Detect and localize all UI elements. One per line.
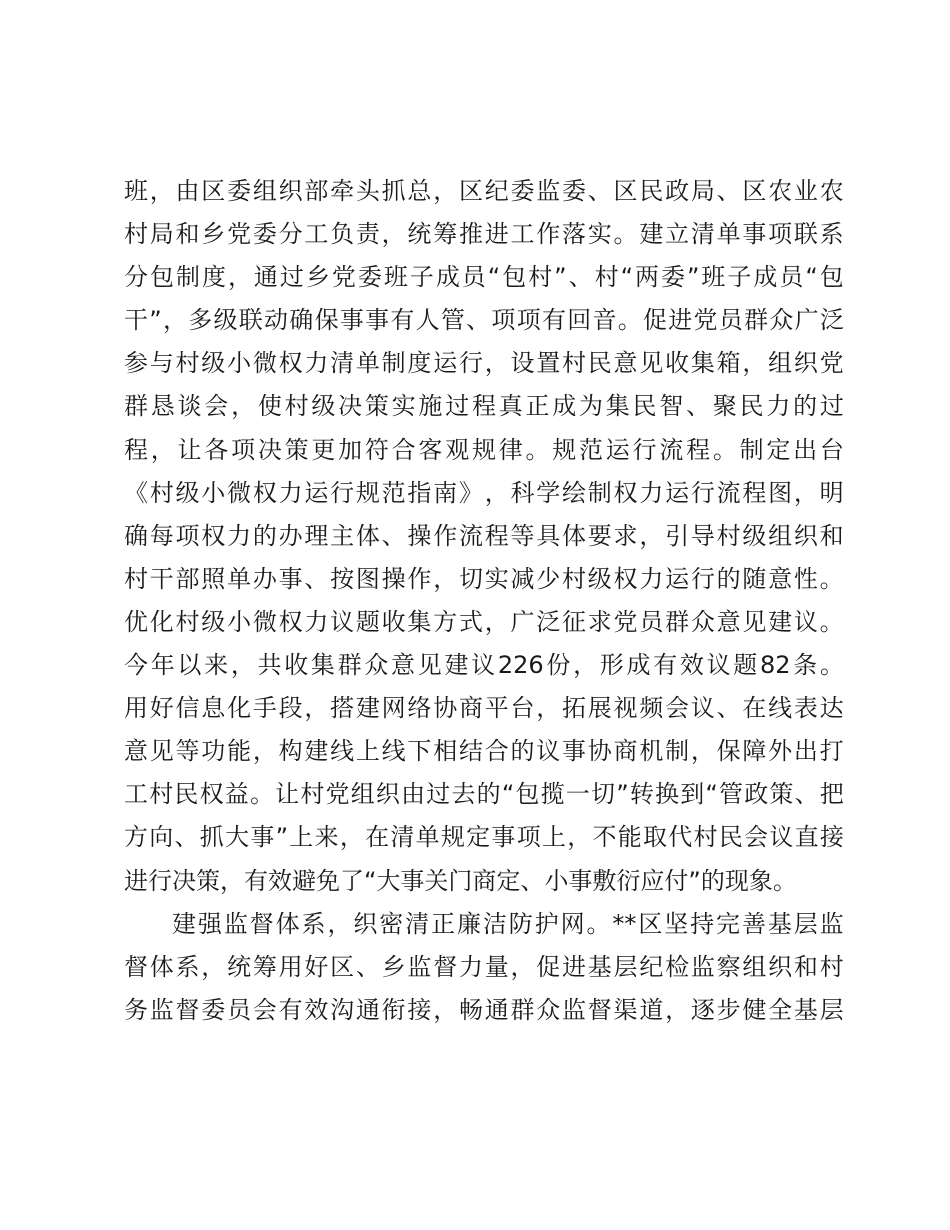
text-line: 村 干 部 照 单 办 事 、 按 图 操 作 ， 切 实 减 少 村 级 权 力 运 行 的 随 意 性 。 [124, 564, 844, 593]
text-line: 班 ， 由 区 委 组 织 部 牵 头 抓 总 ， 区 纪 委 监 委 、 区 民 政 局 、 区 农 业 农 [124, 177, 844, 205]
text-line: 建 强 监 督 体 系 ， 织 密 清 正 廉 洁 防 护 网 。 ** 区 坚 持 完 善 基 层 监 [172, 909, 844, 938]
text-line: 《 村 级 小 微 权 力 运 行 规 范 指 南 》 ， 科 学 绘 制 权 力 运 行 流 程 图 ， 明 [124, 478, 844, 507]
text-line: 程 ， 让 各 项 决 策 更 加 符 合 客 观 规 律 。 规 范 运 行 流 程 。 制 定 出 台 [124, 435, 844, 464]
text-line: 方 向 、 抓 大 事 ” 上 来 ， 在 清 单 规 定 事 项 上 ， 不 能 取 代 村 民 会 议 直 接 [124, 823, 844, 852]
text-line: 工 村 民 权 益 。 让 村 党 组 织 由 过 去 的 “ 包 揽 一 切 ” 转 换 到 “ 管 政 策 、 把 [124, 780, 844, 809]
text-line: 意 见 等 功 能 ， 构 建 线 上 线 下 相 结 合 的 议 事 协 商 机 制 ， 保 障 外 出 打 [124, 737, 844, 766]
text-line: 村 局 和 乡 党 委 分 工 负 责 ， 统 筹 推 进 工 作 落 实 。 建 立 清 单 事 项 联 系 [124, 220, 844, 249]
text-line: 优 化 村 级 小 微 权 力 议 题 收 集 方 式 ， 广 泛 征 求 党 员 群 众 意 见 建 议 。 [124, 607, 844, 636]
text-line: 参 与 村 级 小 微 权 力 清 单 制 度 运 行 ， 设 置 村 民 意 见 收 集 箱 ， 组 织 党 [124, 349, 844, 378]
text-line: 进行决策，有效避免了“大事关门商定、小事敷衍应付”的现象。 [124, 866, 797, 895]
text-line: 督 体 系 ， 统 筹 用 好 区 、 乡 监 督 力 量 ， 促 进 基 层 纪 检 监 察 组 织 和 村 [124, 952, 844, 981]
text-line: 务 监 督 委 员 会 有 效 沟 通 衔 接 ， 畅 通 群 众 监 督 渠 道 ， 逐 步 健 全 基 层 [124, 995, 844, 1024]
text-line: 用 好 信 息 化 手 段 ， 搭 建 网 络 协 商 平 台 ， 拓 展 视 频 会 议 、 在 线 表 达 [124, 694, 844, 723]
text-line: 群 恳 谈 会 ， 使 村 级 决 策 实 施 过 程 真 正 成 为 集 民 智 、 聚 民 力 的 过 [124, 392, 844, 421]
text-line: 干 ” ， 多 级 联 动 确 保 事 事 有 人 管 、 项 项 有 回 音 。 促 进 党 员 群 众 广 泛 [124, 306, 844, 335]
body-text [124, 170, 844, 1032]
text-line: 确 每 项 权 力 的 办 理 主 体 、 操 作 流 程 等 具 体 要 求 ， 引 导 村 级 组 织 和 [124, 521, 844, 550]
text-line: 分 包 制 度 ， 通 过 乡 党 委 班 子 成 员 “ 包 村 ” 、 村 “ 两 委 ” 班 子 成 员 “ 包 [124, 263, 844, 292]
text-line: 今 年 以 来 ， 共 收 集 群 众 意 见 建 议 226 份 ， 形 成 有 效 议 题 82 条 。 [124, 651, 844, 680]
